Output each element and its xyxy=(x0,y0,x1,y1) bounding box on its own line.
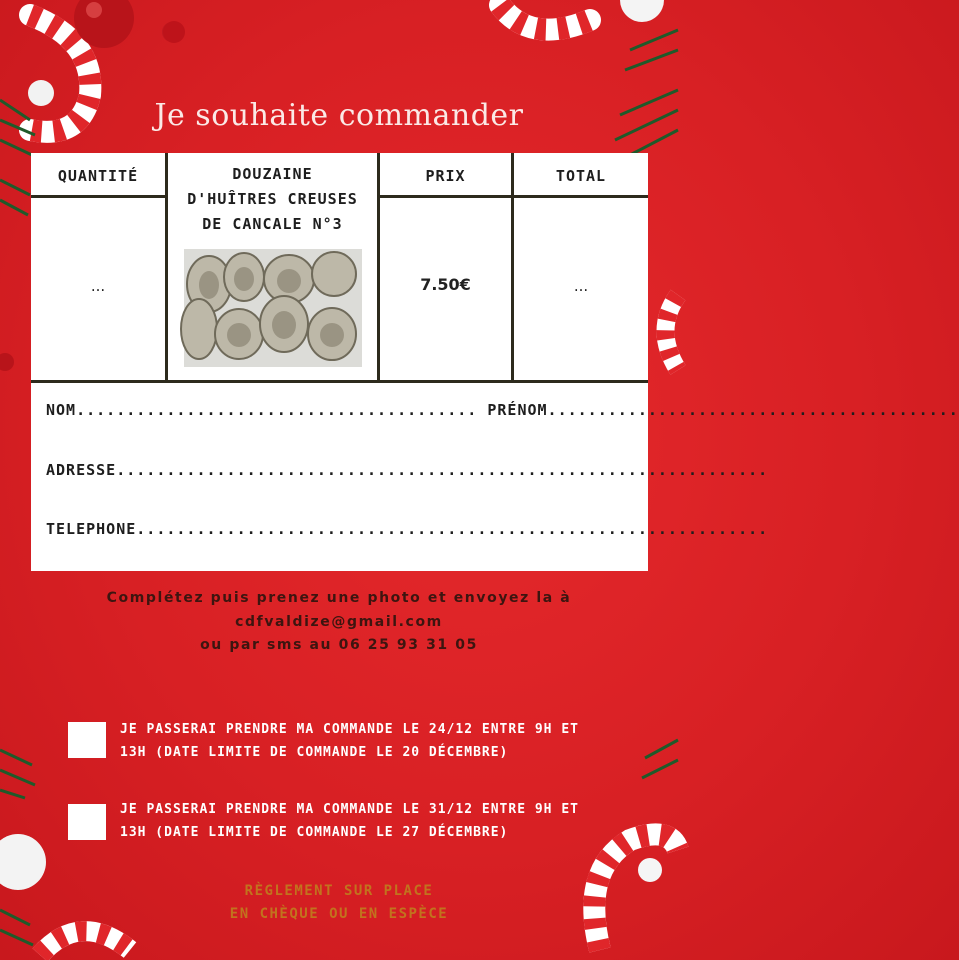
header-product-line-3: DE CANCALE N°3 xyxy=(202,215,343,233)
table-divider xyxy=(31,195,167,198)
table-divider xyxy=(377,153,380,382)
header-product-line-2: D'HUÎTRES CREUSES xyxy=(187,190,358,208)
ornament-top-left xyxy=(62,0,152,60)
header-product-line-1: DOUZAINE xyxy=(232,165,313,183)
total-value[interactable]: ... xyxy=(573,277,589,295)
option-31-dec-line-1: JE PASSERAI PRENDRE MA COMMANDE LE 31/12 ENTRE 9H ET xyxy=(120,802,579,817)
prix-value: 7.50€ xyxy=(420,275,471,294)
option-24-dec-line-2: 13H (DATE LIMITE DE COMMANDE LE 20 DÉCEMBRE) xyxy=(120,745,509,760)
payment-line-2: EN CHÈQUE OU EN ESPÈCE xyxy=(229,906,449,922)
telephone-field[interactable]: TELEPHONE............................................................... xyxy=(46,520,769,538)
header-quantite: QUANTITÉ xyxy=(57,167,139,185)
table-divider xyxy=(31,380,648,383)
payment-line-1: RÈGLEMENT SUR PLACE xyxy=(244,883,434,899)
instructions-line-1: Complétez puis prenez une photo et envoyez la à xyxy=(106,590,572,606)
checkbox-31-dec[interactable] xyxy=(68,804,106,840)
candy-cane-right xyxy=(648,290,678,380)
pine-branch-bottom-left xyxy=(0,740,40,800)
instructions-email: cdfvaldize@gmail.com xyxy=(235,614,443,630)
page-title: Je souhaite commander xyxy=(154,98,524,133)
ornament-left-mid xyxy=(0,350,20,375)
header-prix: PRIX xyxy=(425,167,466,185)
option-31-dec xyxy=(120,798,620,844)
ornament-small-red xyxy=(160,18,188,46)
order-form-card xyxy=(31,153,959,571)
pine-branch-top-right xyxy=(610,20,678,160)
oysters-image xyxy=(184,249,362,367)
nom-prenom-field[interactable] xyxy=(46,401,959,419)
candy-cane-top-right xyxy=(490,0,610,50)
prenom-field[interactable]: PRÉNOM......................................... xyxy=(487,401,959,419)
checkbox-24-dec[interactable] xyxy=(68,722,106,758)
header-total: TOTAL xyxy=(555,167,607,185)
table-divider xyxy=(165,153,168,382)
quantite-value[interactable]: ... xyxy=(90,277,106,295)
nom-field[interactable]: NOM........................................ xyxy=(46,401,478,419)
option-24-dec xyxy=(120,718,620,764)
adresse-field[interactable]: ADRESSE................................................................. xyxy=(46,461,769,479)
option-31-dec-line-2: 13H (DATE LIMITE DE COMMANDE LE 27 DÉCEMBRE) xyxy=(120,825,509,840)
pine-branch-bottom-right xyxy=(640,730,678,790)
option-24-dec-line-1: JE PASSERAI PRENDRE MA COMMANDE LE 24/12 ENTRE 9H ET xyxy=(120,722,579,737)
instructions-sms: ou par sms au 06 25 93 31 05 xyxy=(200,637,478,653)
table-divider xyxy=(511,153,514,382)
